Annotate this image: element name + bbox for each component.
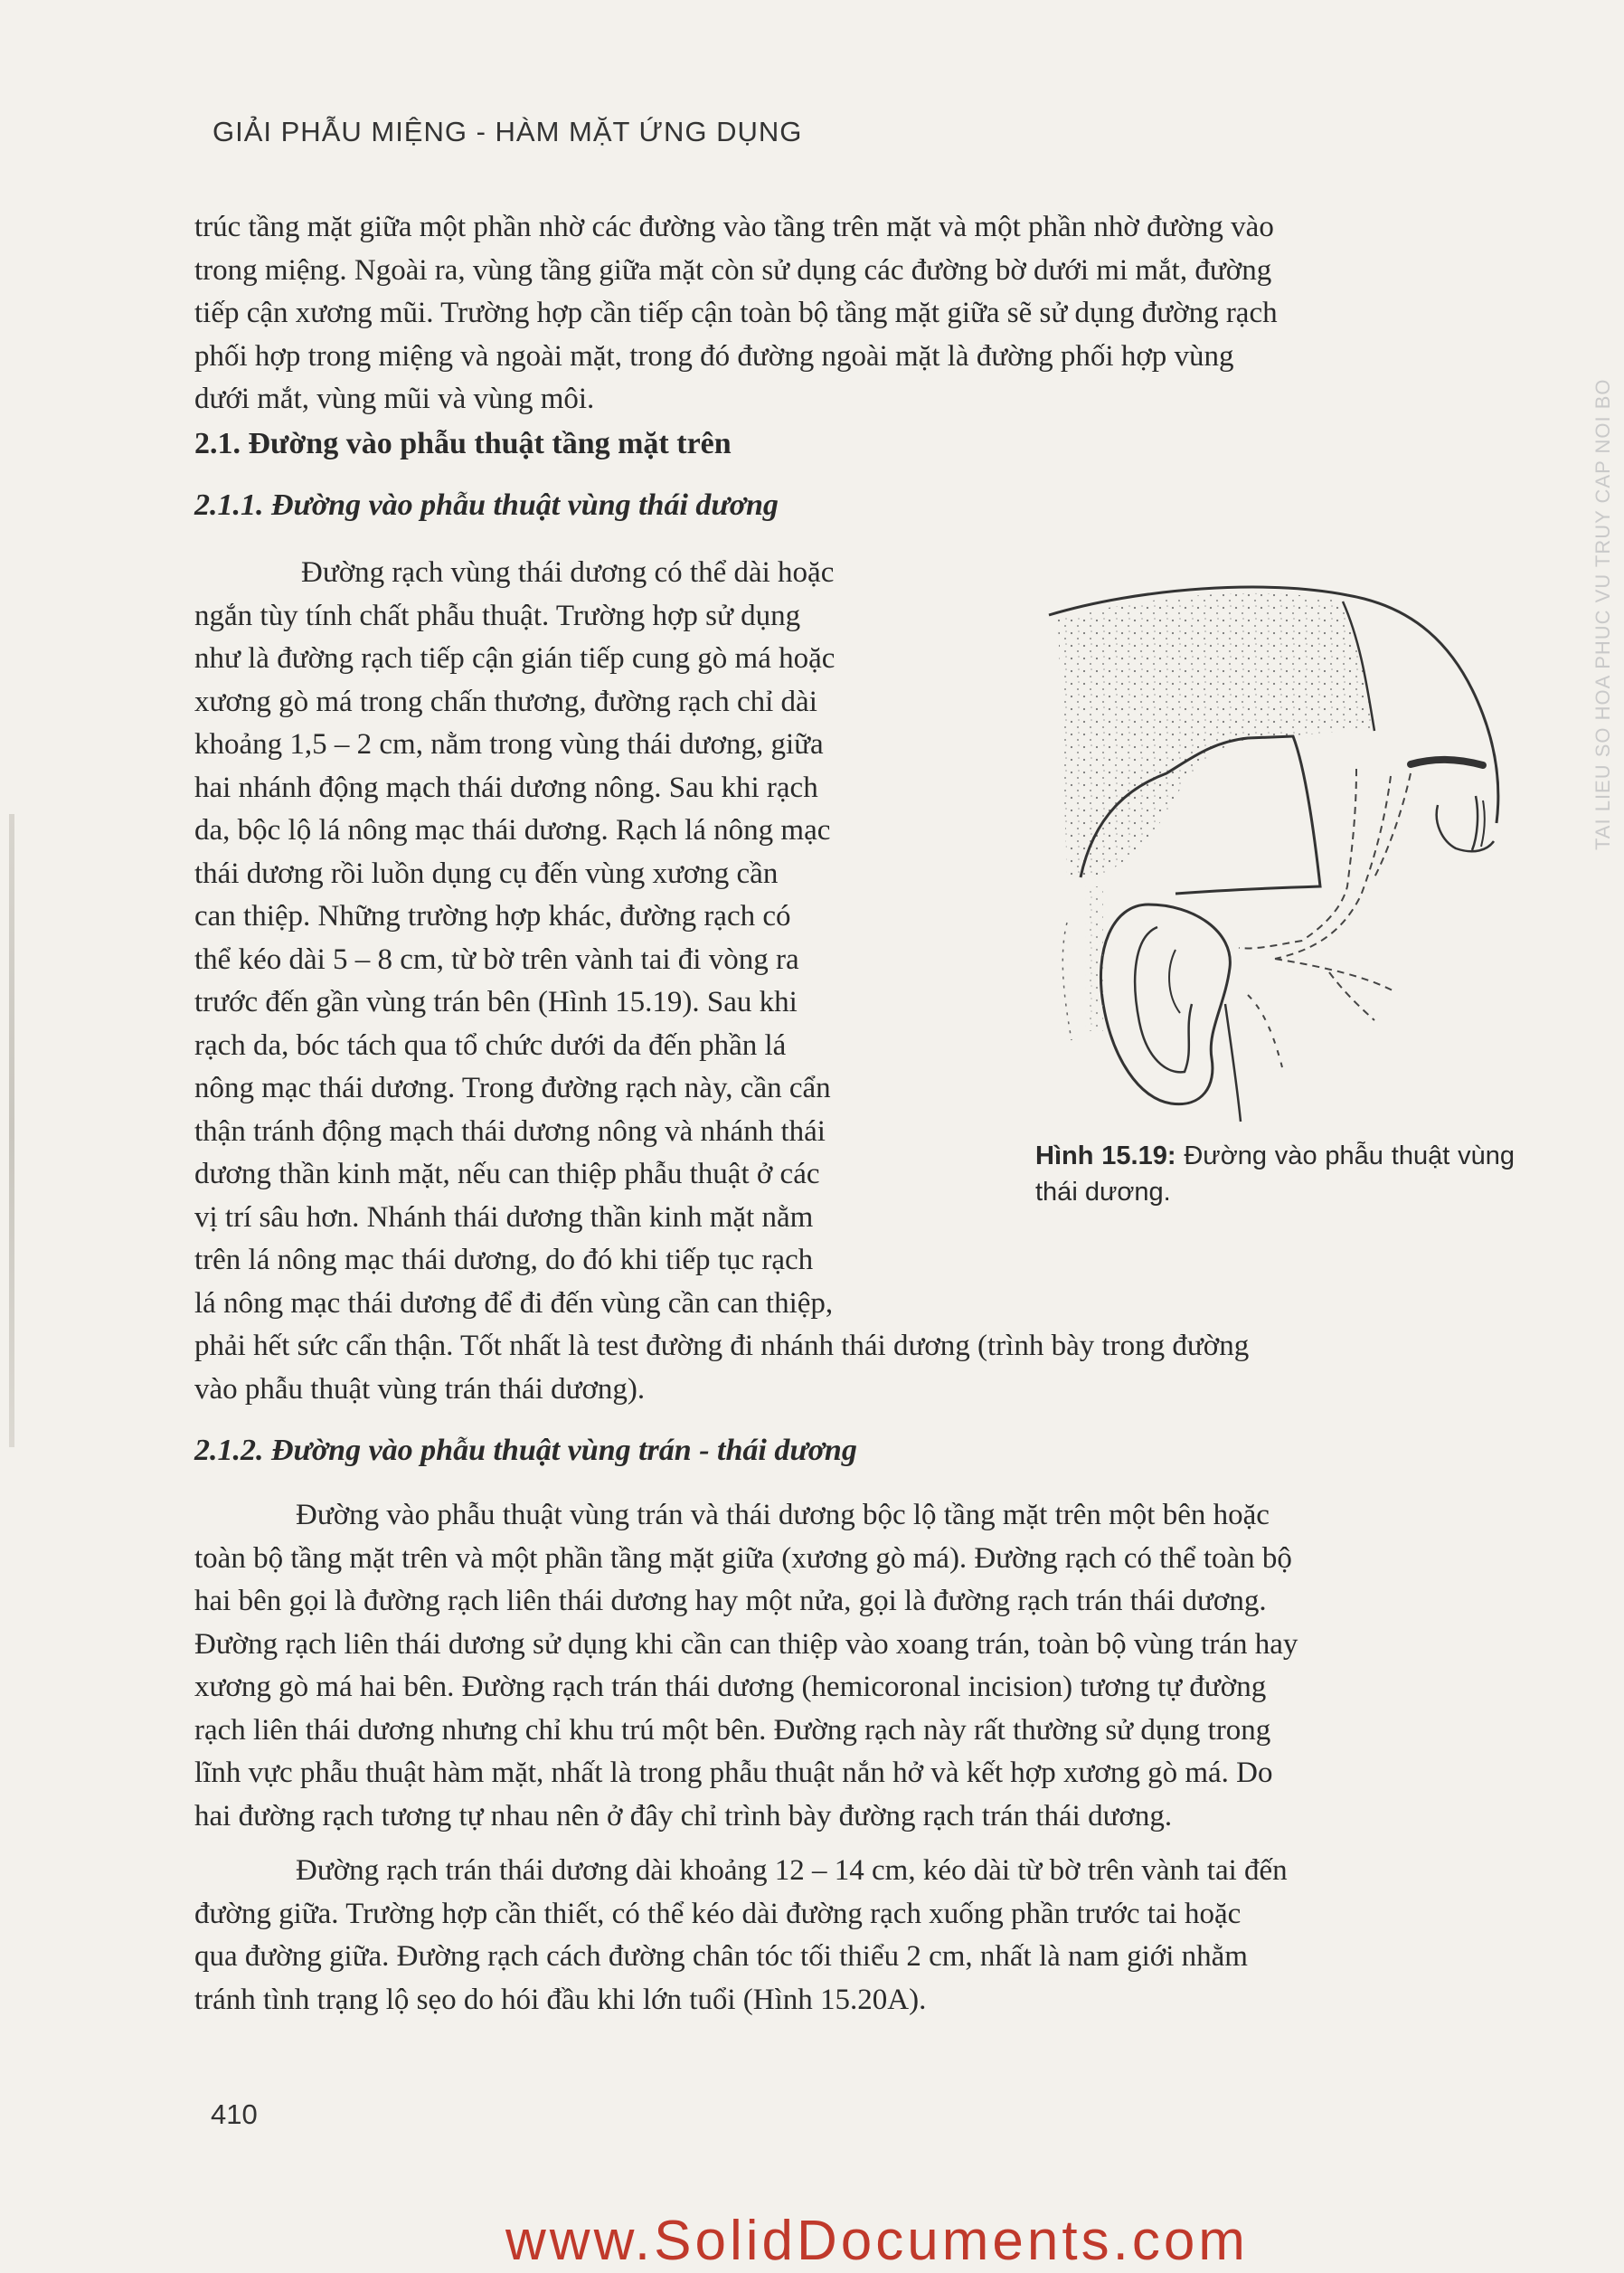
text-line: nông mạc thái dương. Trong đường rạch này, cần cẩn bbox=[194, 1072, 831, 1104]
section-heading-2-1: 2.1. Đường vào phẫu thuật tầng mặt trên bbox=[194, 427, 732, 460]
text-line: tránh tình trạng lộ sẹo do hói đầu khi lớn tuổi (Hình 15.20A). bbox=[194, 1983, 927, 2016]
text-line: như là đường rạch tiếp cận gián tiếp cung gò má hoặc bbox=[194, 642, 836, 675]
text-line: đường giữa. Trường hợp cần thiết, có thể kéo dài đường rạch xuống phần trước tai hoặc bbox=[194, 1897, 1242, 1930]
text-line: phải hết sức cẩn thận. Tốt nhất là test đường đi nhánh thái dương (trình bày trong đường bbox=[194, 1330, 1250, 1362]
text-line: phối hợp trong miệng và ngoài mặt, trong đó đường ngoài mặt là đường phối hợp vùng bbox=[194, 339, 1234, 373]
figure-caption-label: Hình 15.19: bbox=[1035, 1141, 1176, 1170]
intro-paragraph bbox=[194, 206, 1506, 421]
section-heading-2-1-2: 2.1.2. Đường vào phẫu thuật vùng trán - thái dương bbox=[194, 1434, 857, 1467]
text-line: ngắn tùy tính chất phẫu thuật. Trường hợp sử dụng bbox=[194, 599, 801, 632]
text-line: lĩnh vực phẫu thuật hàm mặt, nhất là trong phẫu thuật nắn hở và kết hợp xương gò má. Do bbox=[194, 1757, 1273, 1789]
text-line: Đường rạch vùng thái dương có thể dài hoặc bbox=[301, 556, 835, 589]
temporal-paragraph bbox=[194, 552, 995, 1325]
text-line: rạch da, bóc tách qua tổ chức dưới da đến phần lá bbox=[194, 1028, 787, 1062]
running-header: GIẢI PHẪU MIỆNG - HÀM MẶT ỨNG DỤNG bbox=[212, 116, 803, 147]
frontotemporal-paragraph-1 bbox=[194, 1494, 1506, 1838]
text-line: lá nông mạc thái dương để đi đến vùng cần can thiệp, bbox=[194, 1286, 834, 1320]
text-line: qua đường giữa. Đường rạch cách đường chân tóc tối thiểu 2 cm, nhất là nam giới nhằm bbox=[194, 1940, 1248, 1973]
text-line: vị trí sâu hơn. Nhánh thái dương thần kinh mặt nằm bbox=[194, 1200, 814, 1234]
text-line: tiếp cận xương mũi. Trường hợp cần tiếp cận toàn bộ tầng mặt giữa sẽ sử dụng đường rạch bbox=[194, 297, 1278, 329]
figure-caption-text: Đường vào phẫu thuật vùng thái dương. bbox=[1035, 1141, 1515, 1207]
text-line: Đường rạch liên thái dương sử dụng khi cần can thiệp vào xoang trán, toàn bộ vùng trán hay bbox=[194, 1627, 1298, 1661]
text-line: dương thần kinh mặt, nếu can thiệp phẫu thuật ở các bbox=[194, 1158, 820, 1190]
text-line: thái dương rồi luồn dụng cụ đến vùng xương cần bbox=[194, 857, 779, 890]
text-line: Đường vào phẫu thuật vùng trán và thái dương bộc lộ tầng mặt trên một bên hoặc bbox=[296, 1499, 1270, 1531]
text-line: trong miệng. Ngoài ra, vùng tầng giữa mặt còn sử dụng các đường bờ dưới mi mắt, đường bbox=[194, 253, 1272, 287]
binding-shadow bbox=[9, 814, 14, 1447]
section-heading-2-1-1: 2.1.1. Đường vào phẫu thuật vùng thái dương bbox=[194, 488, 779, 522]
text-line: hai nhánh động mạch thái dương nông. Sau khi rạch bbox=[194, 771, 818, 804]
text-line: vào phẫu thuật vùng trán thái dương). bbox=[194, 1372, 646, 1406]
text-line: xương gò má trong chấn thương, đường rạch chỉ dài bbox=[194, 685, 817, 718]
temporal-approach-illustration bbox=[1031, 579, 1519, 1140]
figure-caption bbox=[1035, 1138, 1515, 1210]
watermark-sidebar-text: TAI LIEU SO HOA PHUC VU TRUY CAP NOI BO bbox=[1591, 378, 1614, 850]
text-line: trúc tầng mặt giữa một phần nhờ các đường vào tầng trên mặt và một phần nhờ đường vào bbox=[194, 211, 1274, 243]
text-line: Đường rạch trán thái dương dài khoảng 12 – 14 cm, kéo dài từ bờ trên vành tai đến bbox=[296, 1854, 1288, 1887]
frontotemporal-paragraph-2 bbox=[194, 1850, 1506, 2022]
text-line: rạch liên thái dương nhưng chỉ khu trú một bên. Đường rạch này rất thường sử dụng trong bbox=[194, 1713, 1271, 1747]
text-line: da, bộc lộ lá nông mạc thái dương. Rạch lá nông mạc bbox=[194, 814, 831, 847]
text-line: thể kéo dài 5 – 8 cm, từ bờ trên vành tai đi vòng ra bbox=[194, 942, 799, 976]
text-line: xương gò má hai bên. Đường rạch trán thái dương (hemicoronal incision) tương tự đường bbox=[194, 1671, 1267, 1703]
page-number: 410 bbox=[211, 2098, 258, 2130]
text-line: dưới mắt, vùng mũi và vùng môi. bbox=[194, 383, 595, 415]
text-line: hai đường rạch tương tự nhau nên ở đây chỉ trình bày đường rạch trán thái dương. bbox=[194, 1799, 1173, 1833]
footer-watermark: www.SolidDocuments.com bbox=[505, 2210, 1249, 2272]
text-line: toàn bộ tầng mặt trên và một phần tầng mặt giữa (xương gò má). Đường rạch có thể toàn bộ bbox=[194, 1541, 1292, 1575]
text-line: trên lá nông mạc thái dương, do đó khi tiếp tục rạch bbox=[194, 1244, 814, 1276]
text-line: trước đến gần vùng trán bên (Hình 15.19). Sau khi bbox=[194, 986, 798, 1018]
temporal-paragraph-continued bbox=[194, 1325, 1506, 1411]
text-line: hai bên gọi là đường rạch liên thái dương hay một nửa, gọi là đường rạch trán thái dương. bbox=[194, 1585, 1267, 1617]
text-line: khoảng 1,5 – 2 cm, nằm trong vùng thái dương, giữa bbox=[194, 728, 824, 761]
text-line: thận tránh động mạch thái dương nông và nhánh thái bbox=[194, 1114, 826, 1148]
text-line: can thiệp. Những trường hợp khác, đường rạch có bbox=[194, 900, 791, 933]
